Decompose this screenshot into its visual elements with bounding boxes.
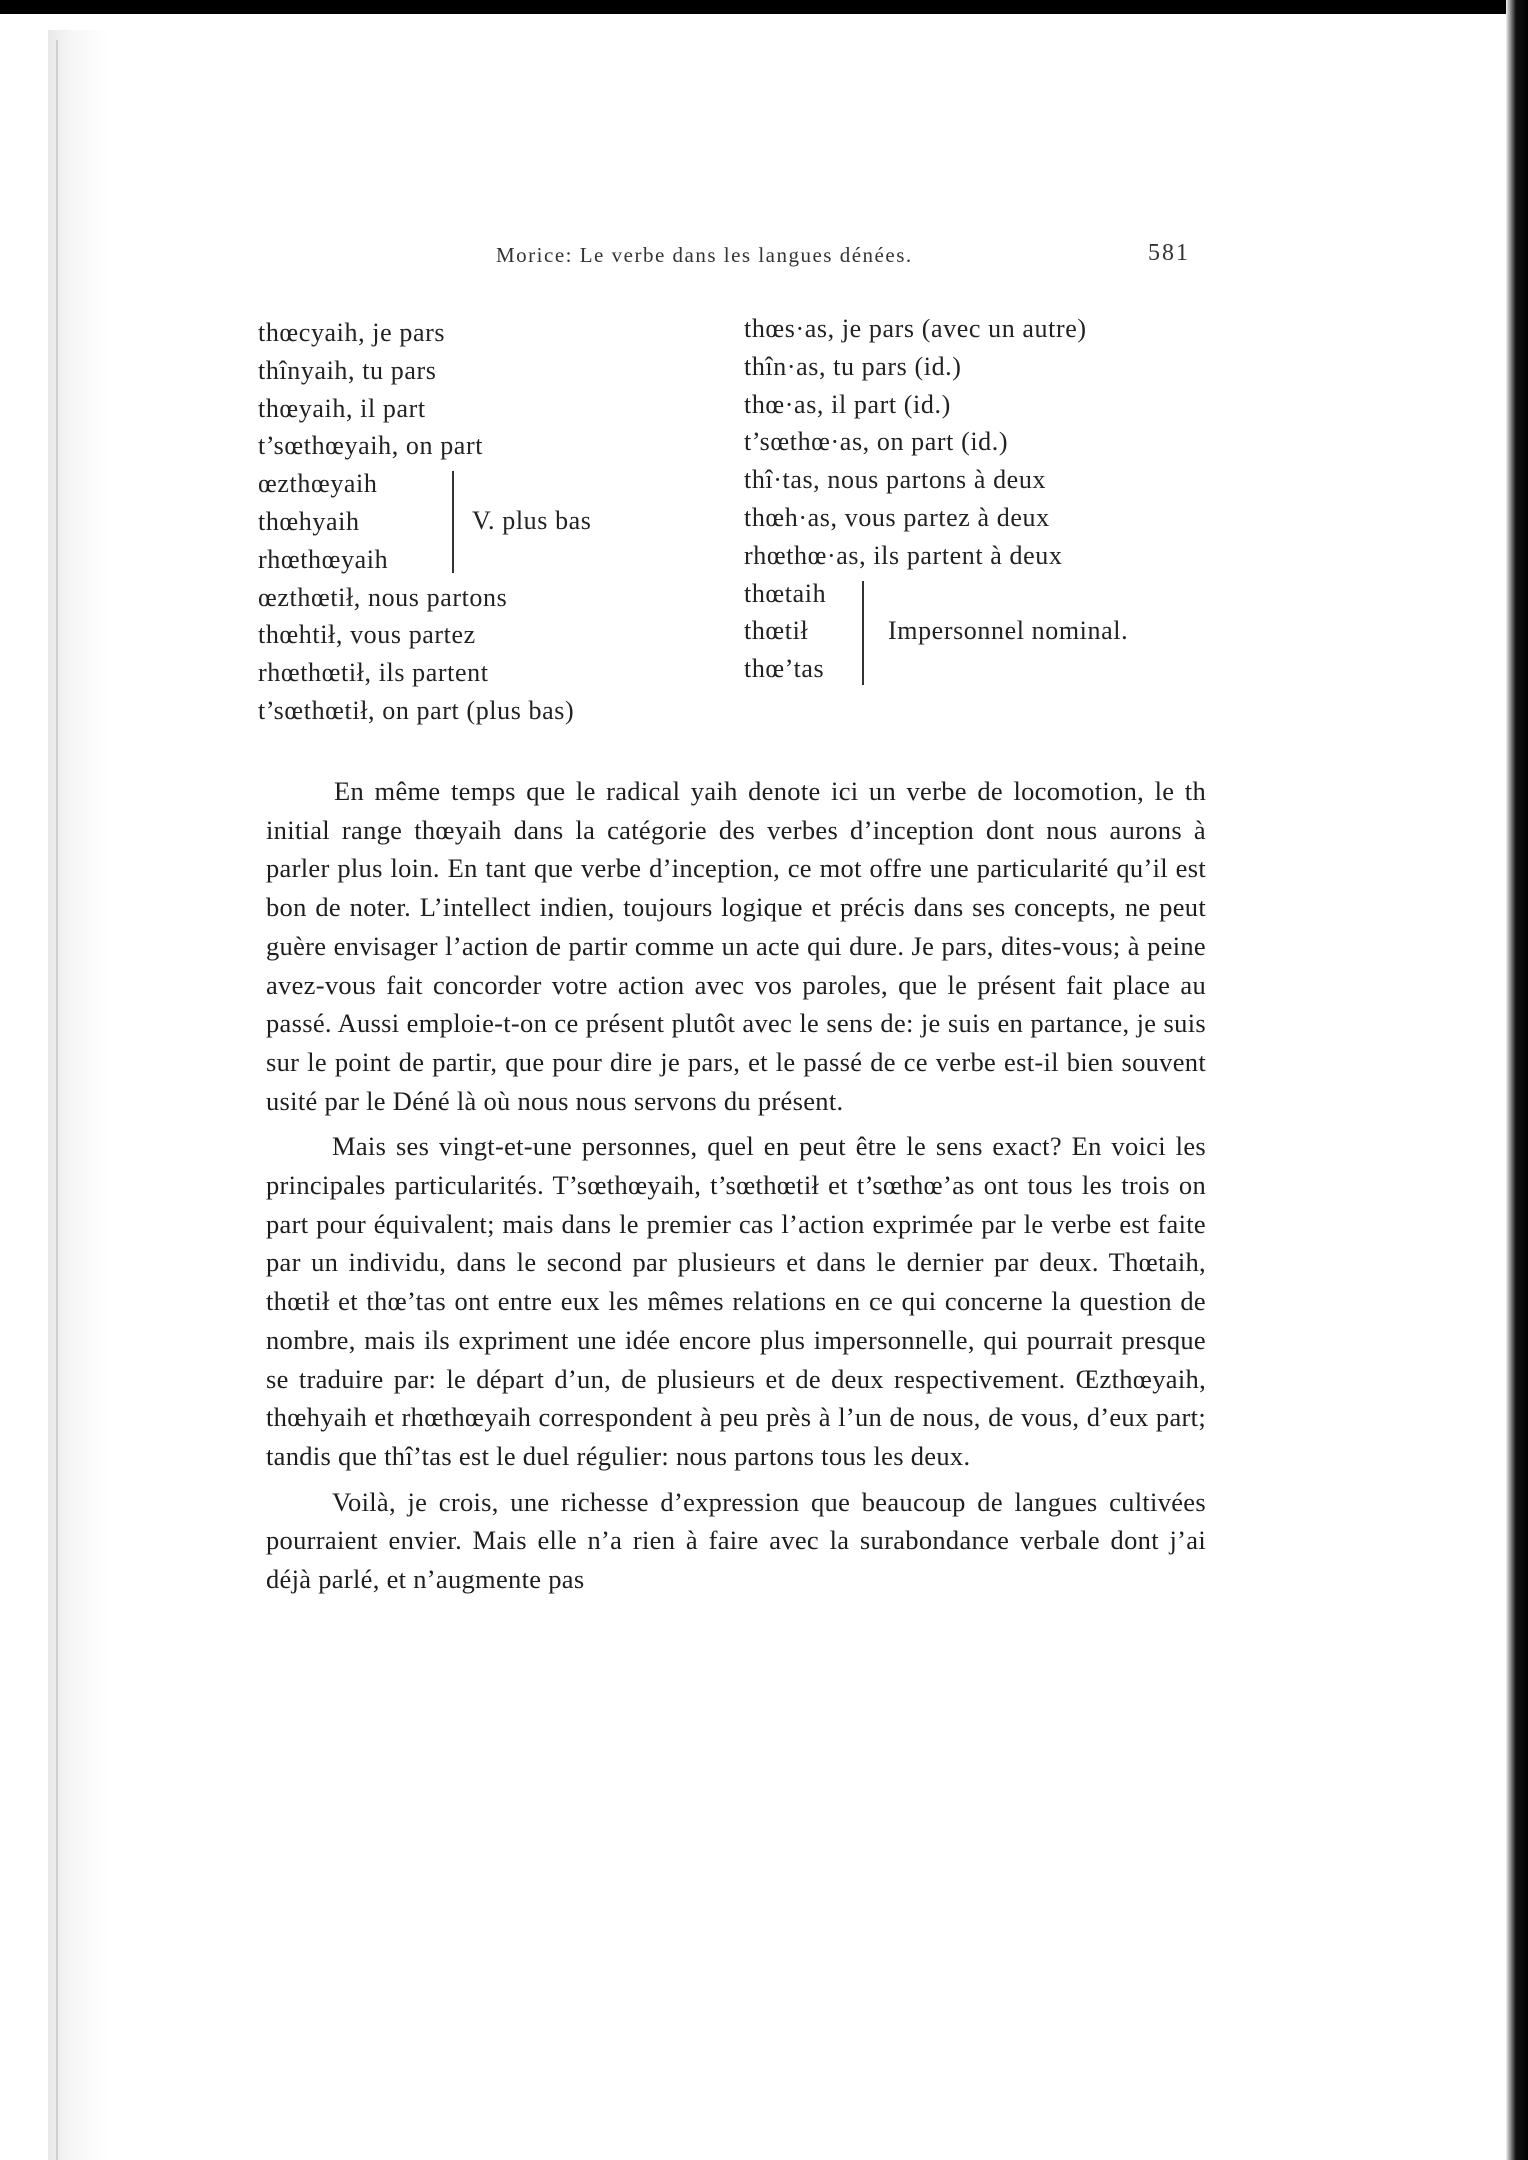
conjugation-line: thœhtił, vous partez [258,620,476,650]
conjugation-line: œzthœyaih [258,469,378,499]
conjugation-line: t’sœthœtił, on part (plus bas) [258,695,575,725]
page-number: 581 [1148,240,1190,266]
paragraph: Mais ses vingt-et-une personnes, quel en peut être le sens exact? En voici les principales particularités. T’sœthœyaih, t’sœthœtił et t’sœthœ’as ont tous les trois on part pour équivalent; mais dans le premier cas l’action exprimée par le verbe est faite par un individu, dans le second par plusieurs et dans le dernier par deux. Thœtaih, thœtił et thœ’tas ont entre eux les mêmes relations en ce qui concerne la question de nombre, mais ils expriment une idée encore plus impersonnelle, qui pourrait presque se traduire par: le départ d’un, de plusieurs et de deux respectivement. Œzthœyaih, thœhyaih et rhœthœyaih correspondent à peu près à l’un de nous, de vous, d’eux part; tandis que thî’tas est le duel régulier: nous partons tous les deux. [266,1131,1206,1471]
conjugation-line: thœhyaih [258,506,360,536]
running-title: Morice: Le verbe dans les langues dénées. [496,243,913,267]
conjugation-line: thî·tas, nous partons à deux [744,465,1047,495]
conjugation-line: thîn·as, tu pars (id.) [744,351,962,381]
bracket-bar [862,581,864,685]
conjugation-line: thœcyaih, je pars [258,318,446,347]
conjugation-line: thœs·as, je pars (avec un autre) [744,314,1087,343]
conjugation-line: thînyaih, tu pars [258,355,437,385]
conjugation-line: thœ·as, il part (id.) [744,389,951,419]
conjugation-line: rhœthœyaih [258,544,389,574]
conjugation-line: thœtaih [744,578,827,608]
paragraph: Voilà, je crois, une richesse d’expression que beaucoup de langues cultivées pourraient envier. Mais elle n’a rien à faire avec la surabondance verbale dont j’ai déjà parlé, et n’augmente pas [266,1486,1206,1595]
conjugation-line: t’sœthœyaih, on part [258,431,484,461]
bracket-group-right [744,575,1214,688]
conjugation-line: t’sœthœ·as, on part (id.) [744,427,1009,457]
body-text [266,772,1206,1606]
conjugation-line: thœtił [744,616,809,646]
conjugation-line: œzthœtił, nous partons [258,582,508,612]
conjugation-line: rhœthœ·as, ils partent à deux [744,540,1063,570]
conjugation-line: thœh·as, vous partez à deux [744,502,1050,532]
bracket-bar [452,471,454,573]
conjugation-column-right [744,310,1214,688]
paragraph: En même temps que le radical yaih denote ici un verbe de locomotion, le th initial range thœyaih dans la catégorie des verbes d’inception dont nous aurons à parler plus loin. En tant que verbe d’inception, ce mot offre une particularité qu’il est bon de noter. L’intellect indien, toujours logique et précis dans ses concepts, ne peut guère envisager l’action de partir comme un acte qui dure. Je pars, dites-vous; à peine avez-vous fait concorder votre action avec vos paroles, que le présent fait place au passé. Aussi emploie-t-on ce présent plutôt avec le sens de: je suis en partance, je suis sur le point de partir, que pour dire je pars, et le passé de ce verbe est-il bien souvent usité par le Déné là où nous nous servons du présent. [266,776,1206,1116]
conjugation-line: thœyaih, il part [258,393,426,423]
bracket-note: Impersonnel nominal. [888,615,1129,645]
conjugation-line: thœ’tas [744,654,825,684]
conjugation-line: rhœthœtił, ils partent [258,658,489,688]
bracket-group-left [258,465,698,578]
bracket-note: V. plus bas [472,506,592,536]
conjugation-column-left [258,314,698,730]
